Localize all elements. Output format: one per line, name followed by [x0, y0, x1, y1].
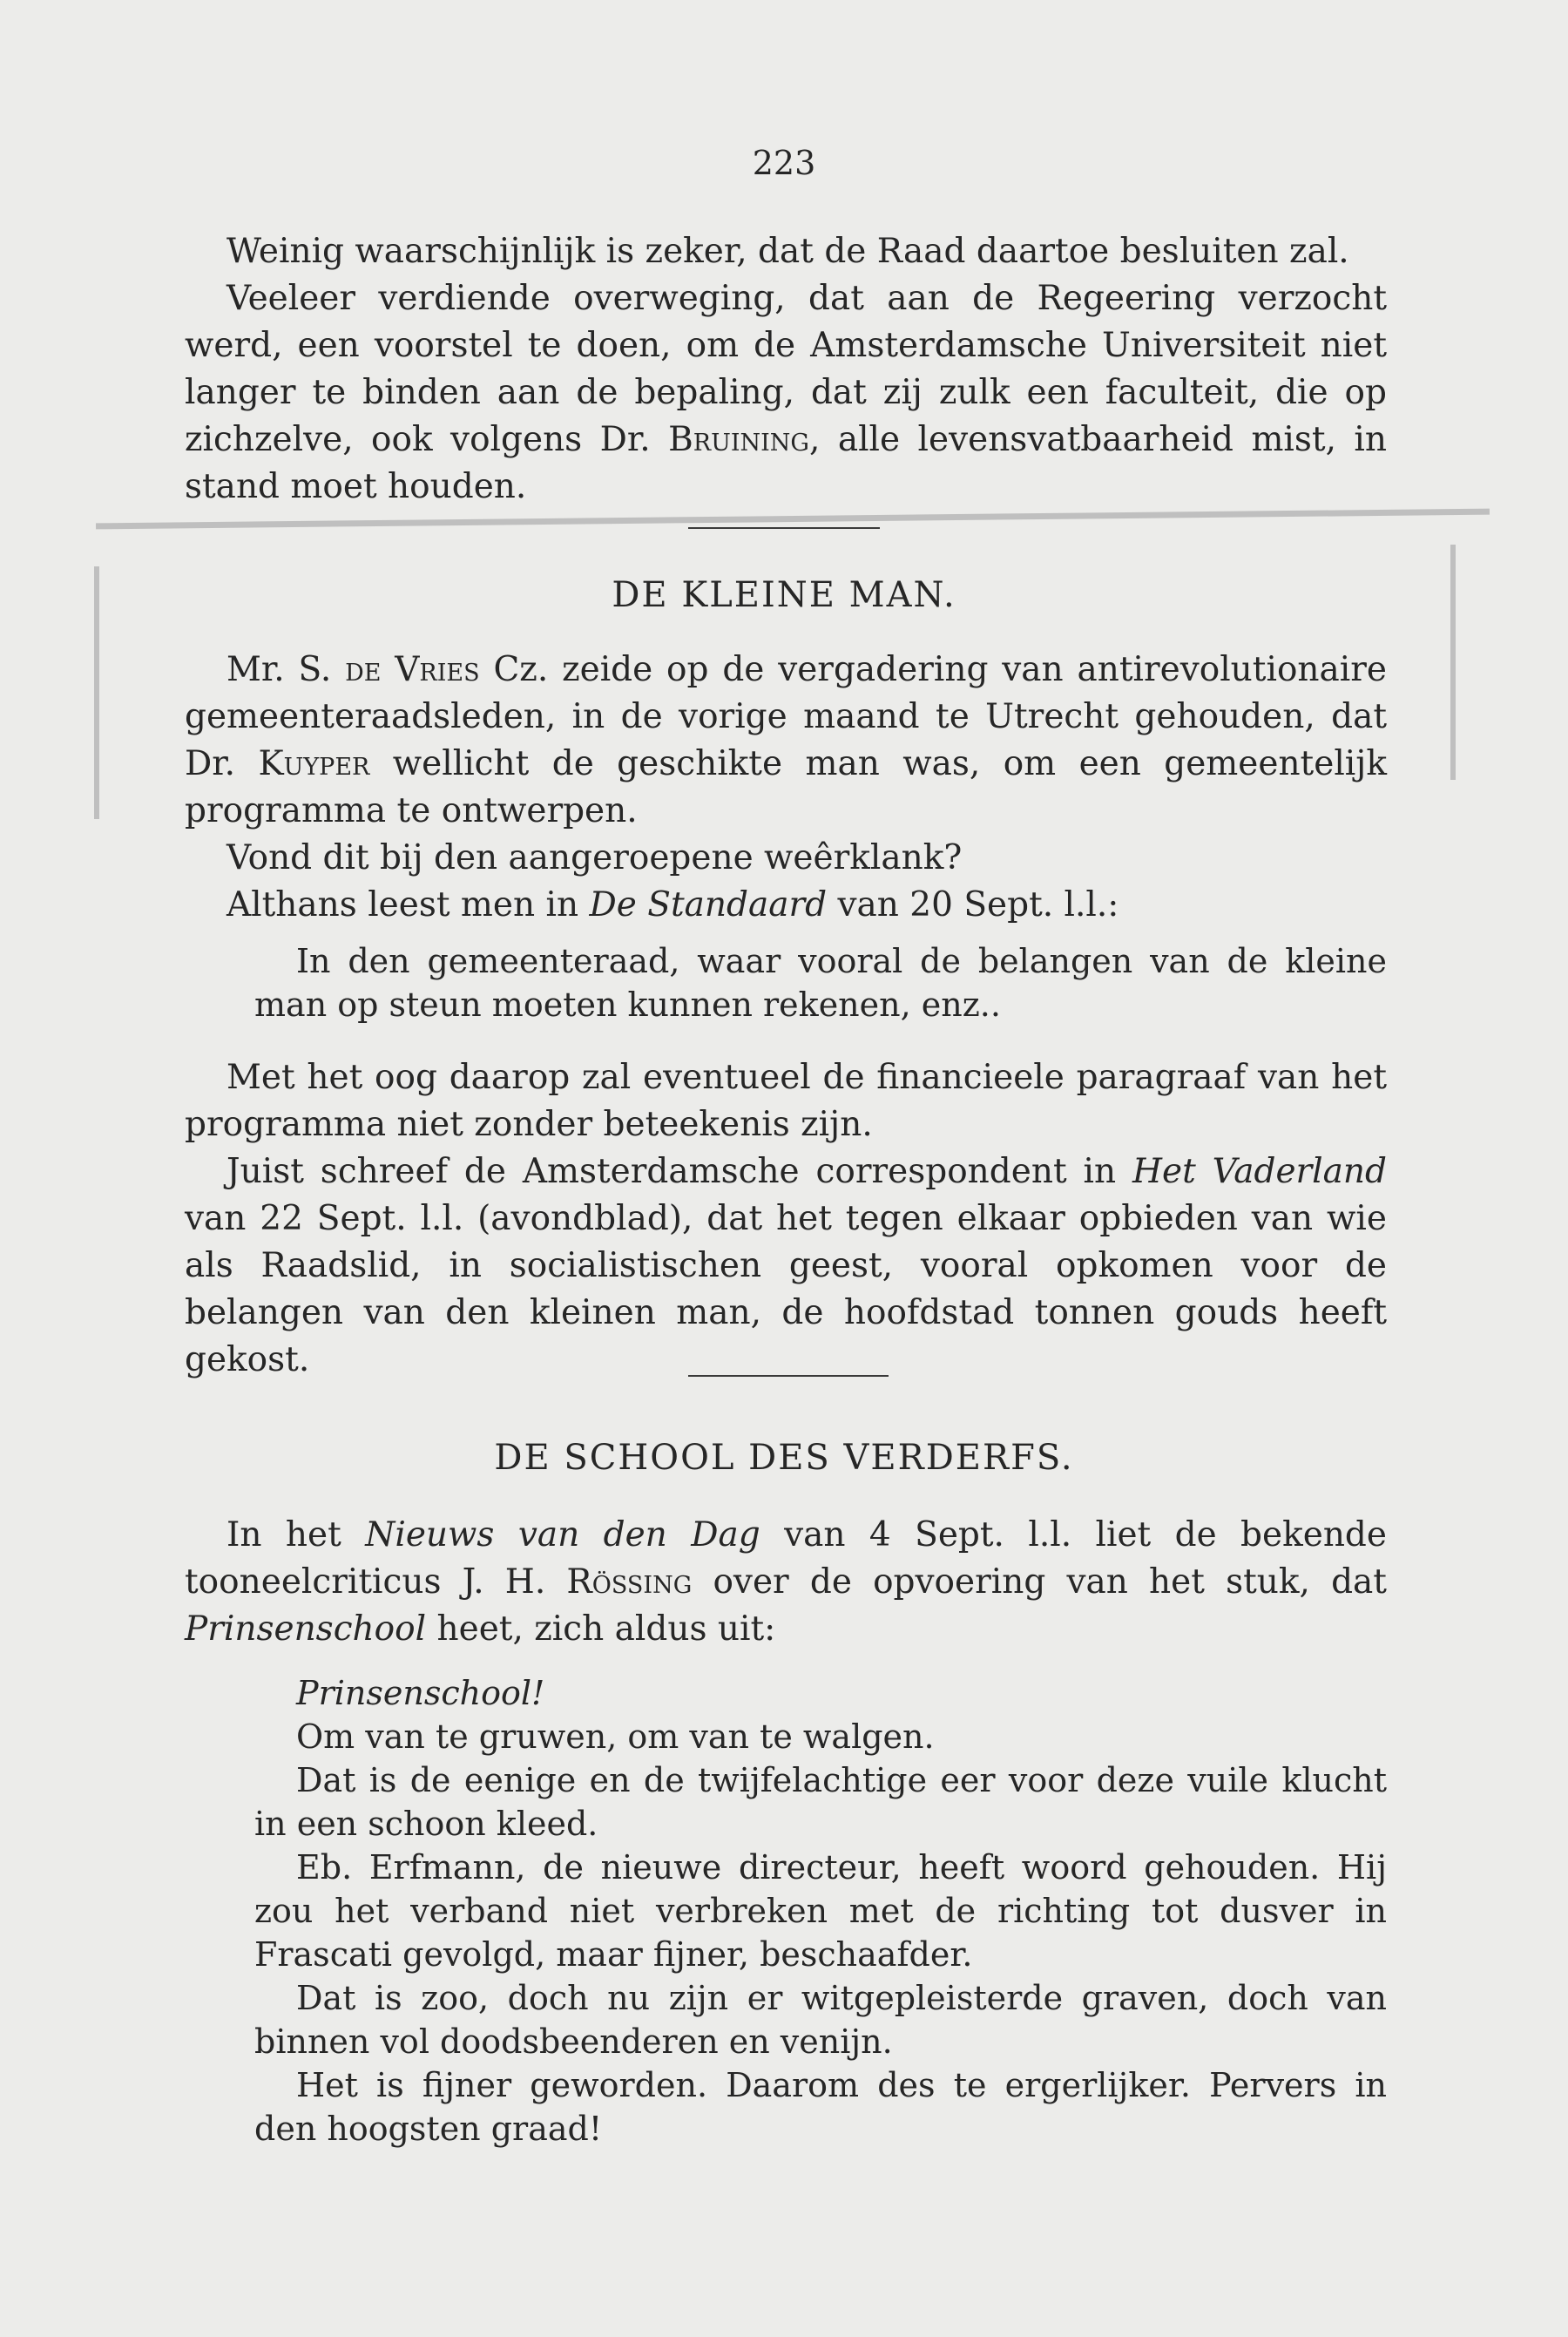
section-divider-2 [688, 1375, 889, 1377]
kleine-man-paragraph-2: Vond dit bij den aangeroepene weêrklank? [226, 838, 963, 877]
page-number: 223 [752, 144, 816, 182]
p5-text-b: van 22 Sept. l.l. (avondblad), dat het tegen elkaar opbieden van wie als Raadslid, in socialistischen geest, vooral opkomen voor de belangen van den kleinen man, de hoofdstad tonnen gouds heeft gekost. [185, 1199, 1387, 1379]
kleine-man-paragraph-3 [185, 882, 1387, 929]
kleine-man-paragraph-5 [185, 1148, 1387, 1384]
p5-text-a: Juist schreef de Amsterdamsche correspondent in [226, 1152, 1117, 1191]
quote-rossing [254, 1671, 1387, 2151]
section-kleine-man-text-2 [185, 1054, 1387, 1384]
kleine-man-paragraph-4: Met het oog daarop zal eventueel de financieele paragraaf van het programma niet zonder beteekenis zijn. [185, 1058, 1387, 1144]
quote-standaard-text: In den gemeenteraad, waar vooral de belangen van de kleine man op steun moeten kunnen rekenen, enz.. [254, 942, 1387, 1024]
quote-line-4: Dat is zoo, doch nu zijn er witgepleisterde graven, doch van binnen vol doodsbeenderen en venijn. [254, 1979, 1387, 2061]
intro-paragraph-1: Weinig waarschijnlijk is zeker, dat de Raad daartoe besluiten zal. [226, 232, 1349, 271]
section-divider-1 [688, 527, 880, 529]
quote-line-5: Het is fijner geworden. Daarom des te ergerlijker. Pervers in den hoogsten graad! [254, 2066, 1387, 2148]
intro-paragraph-2 [185, 275, 1387, 511]
quote-line-2: Dat is de eenige en de twijfelachtige eer voor deze vuile klucht in een schoon kleed. [254, 1761, 1387, 1843]
name-bruining: Bruining [668, 420, 809, 459]
quote-line-3: Eb. Erfmann, de nieuwe directeur, heeft woord gehouden. Hij zou het verband niet verbreken met de richting tot dusver in Frascati gevolgd, maar fijner, beschaafder. [254, 1848, 1387, 1974]
s2-text-c: over de opvoering van het stuk, dat [713, 1562, 1387, 1602]
section-heading-school-des-verderfs: DE SCHOOL DES VERDERFS. [494, 1438, 1074, 1478]
kleine-man-paragraph-1 [185, 647, 1387, 835]
s2-text-d: heet, zich aldus uit: [436, 1609, 776, 1649]
section-school-text [185, 1512, 1387, 1653]
newspaper-nieuws-van-den-dag: Nieuws van den Dag [365, 1515, 760, 1555]
section-kleine-man-text [185, 647, 1387, 929]
name-kuyper: Kuyper [258, 744, 370, 783]
p1-text-a: Mr. S. [226, 650, 332, 689]
quote-title: Prinsenschool! [296, 1674, 545, 1712]
name-rossing: Rössing [566, 1562, 693, 1602]
newspaper-standaard: De Standaard [589, 885, 828, 925]
quote-line-1: Om van te gruwen, om van te walgen. [296, 1717, 935, 1756]
quote-standaard [254, 939, 1387, 1026]
p1-text-c: wellicht de geschikte man was, om een gemeentelijk programma te ontwerpen. [185, 744, 1387, 830]
section-heading-kleine-man: DE KLEINE MAN. [612, 575, 956, 615]
p1-text-b: Cz. zeide op de vergadering van antirevolutionaire gemeenteraadsleden, in de vorige maand te Utrecht gehouden, dat Dr. [185, 650, 1387, 783]
p3-text-b: van 20 Sept. l.l.: [837, 885, 1119, 925]
p3-text-a: Althans leest men in [226, 885, 579, 925]
play-prinsenschool: Prinsenschool [185, 1609, 427, 1649]
s2-text-b: van 4 Sept. l.l. liet de bekende tooneelcriticus J. H. [185, 1515, 1387, 1602]
intro-text [185, 228, 1387, 511]
pencil-mark-top [96, 509, 1490, 530]
intro-paragraph-2-text: Veeleer verdiende overweging, dat aan de Regeering verzocht werd, een voorstel te doen, om de Amsterdamsche Universiteit niet langer te binden aan de bepaling, dat zij zulk een faculteit, die op zichzelve, ook volgens Dr. [185, 279, 1387, 459]
newspaper-vaderland: Het Vaderland [1132, 1152, 1387, 1191]
s2-text-a: In het [226, 1515, 341, 1555]
intro-paragraph-2-tail: , alle levensvatbaarheid mist, in stand moet houden. [185, 420, 1388, 506]
school-paragraph-1 [185, 1512, 1387, 1653]
name-de-vries: de Vries [345, 650, 480, 689]
